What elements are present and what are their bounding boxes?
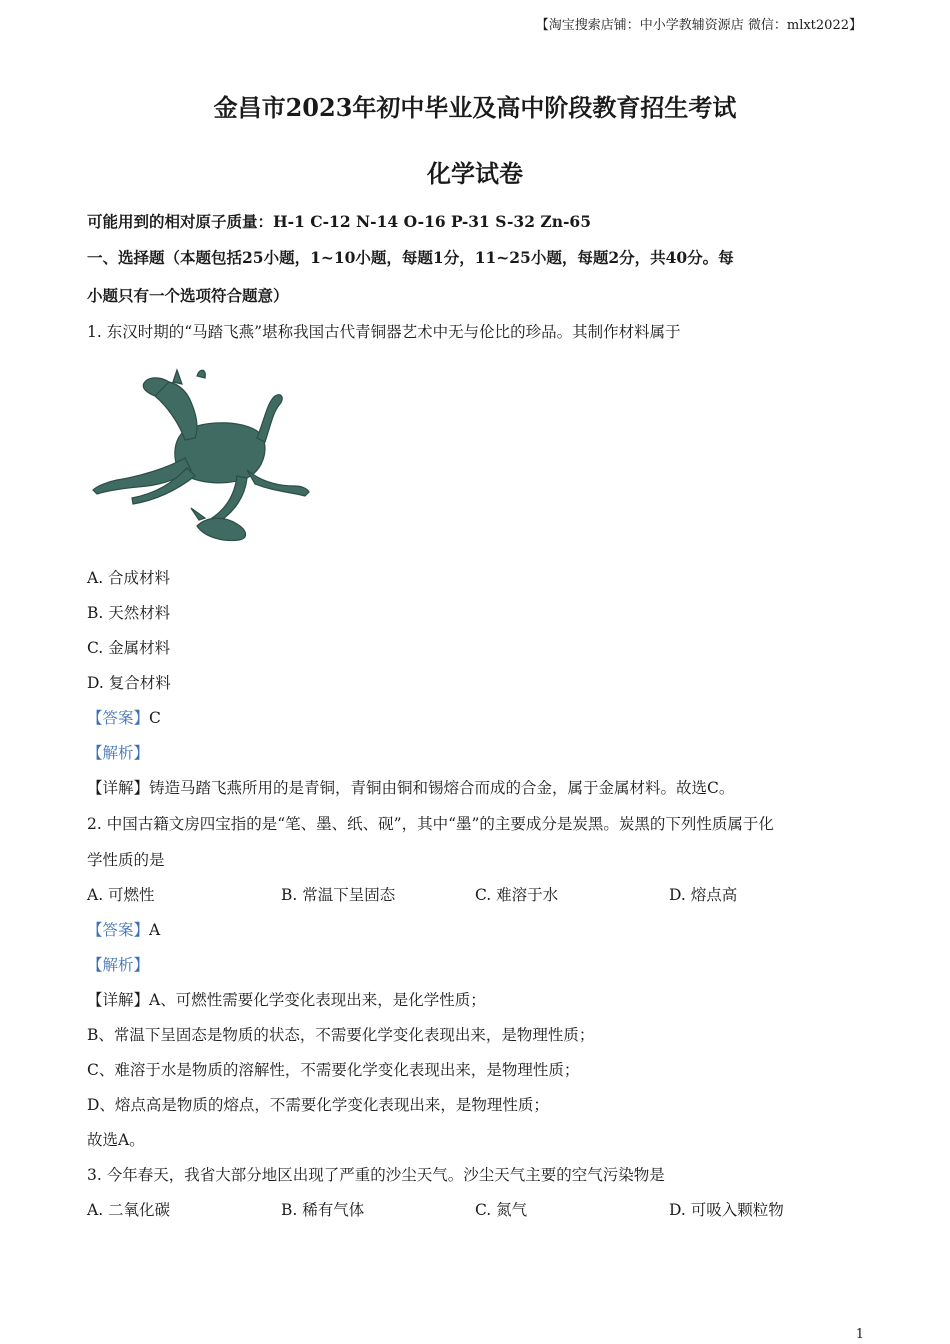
q2-stem-line2: 学性质的是 <box>87 851 165 869</box>
q1-option-c: C. 金属材料 <box>87 639 171 657</box>
answer-value: C <box>149 709 161 727</box>
q1-stem: 1. 东汉时期的“马踏飞燕”堪称我国古代青铜器艺术中无与伦比的珍品。其制作材料属于 <box>87 323 681 341</box>
q3-option-b: B. 稀有气体 <box>281 1201 365 1219</box>
q2-option-c: C. 难溶于水 <box>475 886 559 904</box>
q3-option-d: D. 可吸入颗粒物 <box>669 1201 784 1219</box>
q2-option-d: D. 熔点高 <box>669 886 738 904</box>
q3-option-c: C. 氮气 <box>475 1201 528 1219</box>
q2-detail-line4: D、熔点高是物质的熔点，不需要化学变化表现出来，是物理性质； <box>87 1096 549 1114</box>
answer-label: 【答案】 <box>87 709 150 727</box>
q1-analysis-label: 【解析】 <box>87 744 150 762</box>
q2-analysis-label: 【解析】 <box>87 956 150 974</box>
detail-label: 【详解】 <box>87 779 150 797</box>
answer-value: A <box>149 921 161 939</box>
exam-subtitle: 化学试卷 <box>427 159 523 188</box>
q2-detail-line5: 故选A。 <box>87 1131 145 1149</box>
q1-option-b: B. 天然材料 <box>87 604 171 622</box>
atomic-masses: 可能用到的相对原子质量：H-1 C-12 N-14 O-16 P-31 S-32 Zn-65 <box>87 212 591 231</box>
bronze-horse-image <box>87 358 313 548</box>
q2-detail-line2: B、常温下呈固态是物质的状态，不需要化学变化表现出来，是物理性质； <box>87 1026 595 1044</box>
section-heading-line2: 小题只有一个选项符合题意） <box>87 286 289 305</box>
page-number: 1 <box>855 1327 864 1342</box>
q1-answer <box>87 706 161 728</box>
q2-option-a: A. 可燃性 <box>87 886 155 904</box>
exam-title: 金昌市2023年初中毕业及高中阶段教育招生考试 <box>213 93 737 122</box>
detail-text: A、可燃性需要化学变化表现出来，是化学性质； <box>149 991 486 1009</box>
q1-option-a: A. 合成材料 <box>87 569 171 587</box>
q3-option-a: A. 二氧化碳 <box>87 1201 171 1219</box>
q2-answer <box>87 918 160 940</box>
answer-label: 【答案】 <box>87 921 150 939</box>
section-heading-line1: 一、选择题（本题包括25小题，1~10小题，每题1分，11~25小题，每题2分，共40分。每 <box>87 248 734 267</box>
q2-option-b: B. 常温下呈固态 <box>281 886 396 904</box>
detail-label: 【详解】 <box>87 991 150 1009</box>
q3-stem: 3. 今年春天，我省大部分地区出现了严重的沙尘天气。沙尘天气主要的空气污染物是 <box>87 1166 665 1184</box>
header-note: 【淘宝搜索店铺：中小学教辅资源店 微信：mlxt2022】 <box>535 18 862 33</box>
q2-detail-line3: C、难溶于水是物质的溶解性，不需要化学变化表现出来，是物理性质； <box>87 1061 580 1079</box>
detail-text: 铸造马踏飞燕所用的是青铜，青铜由铜和锡熔合而成的合金，属于金属材料。故选C。 <box>149 779 735 797</box>
q2-detail-line1 <box>87 988 486 1010</box>
q1-option-d: D. 复合材料 <box>87 674 171 692</box>
q2-stem-line1: 2. 中国古籍文房四宝指的是“笔、墨、纸、砚”，其中“墨”的主要成分是炭黑。炭黑的下列性质属于化 <box>87 815 774 833</box>
q1-detail <box>87 776 734 798</box>
